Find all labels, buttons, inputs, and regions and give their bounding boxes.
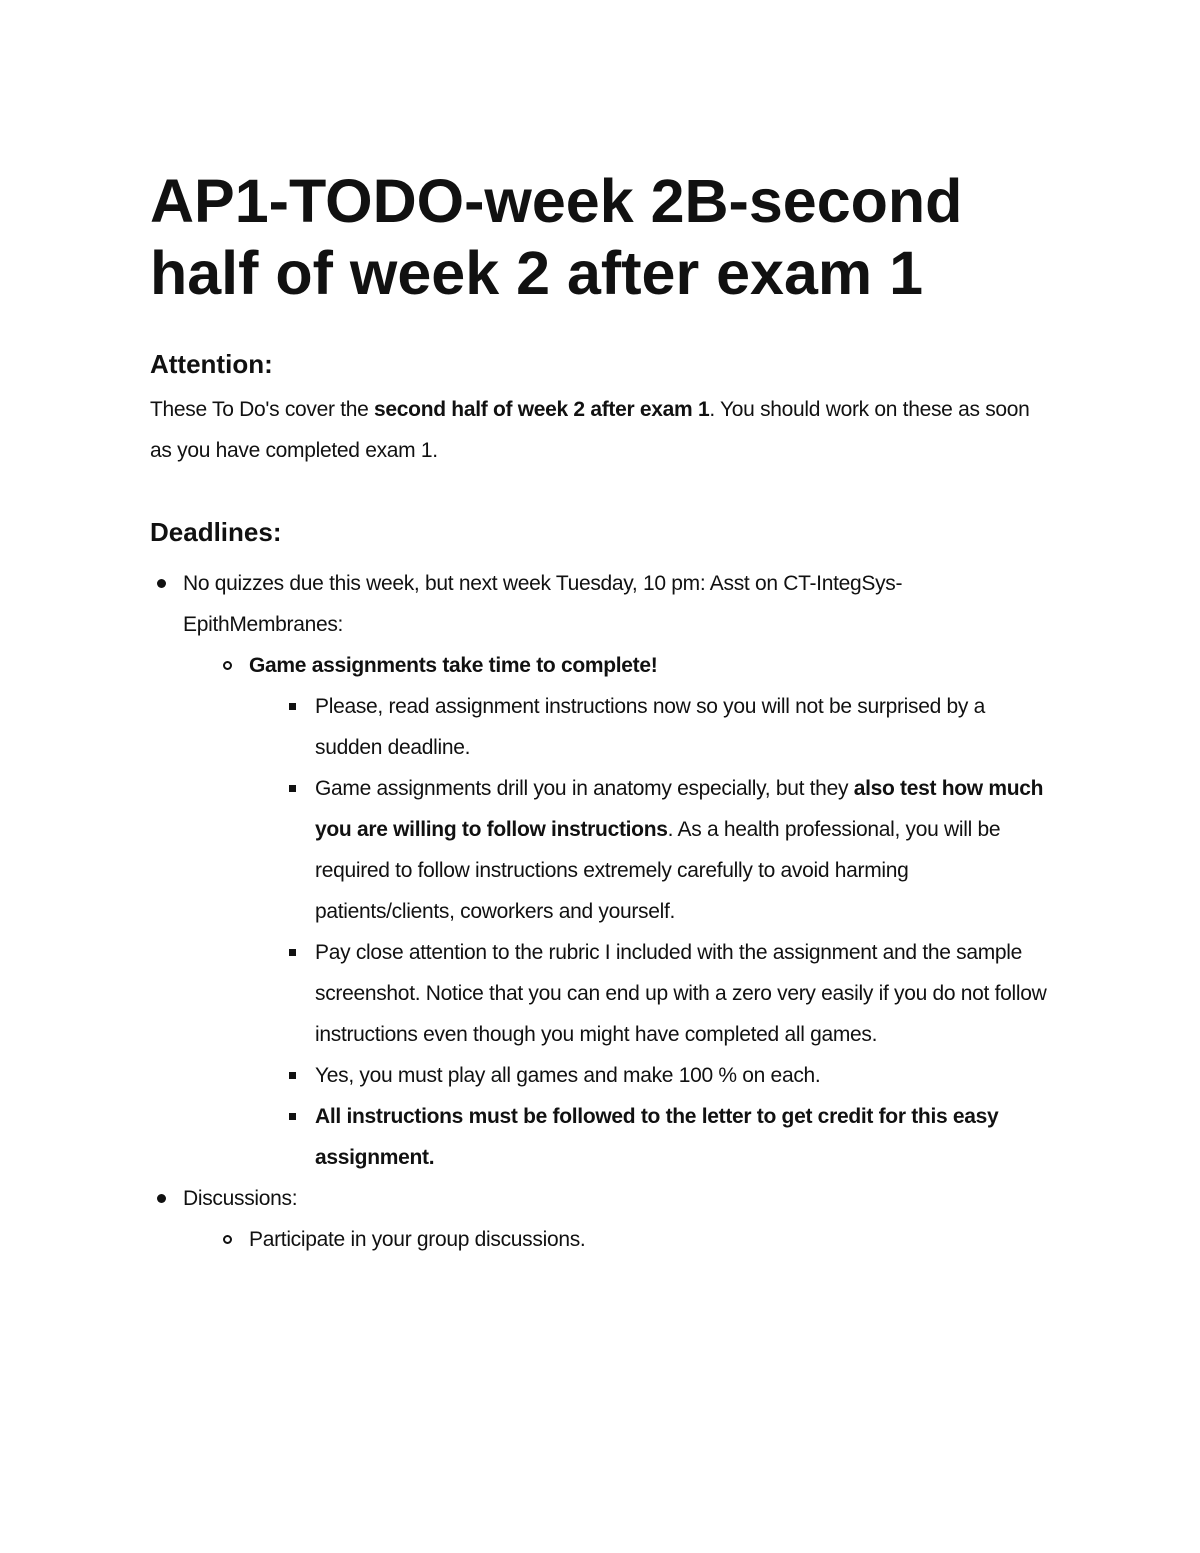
point-text-start: Game assignments drill you in anatomy especially, but they	[315, 777, 854, 800]
point-read-instructions	[282, 686, 1050, 768]
square-bullet-icon	[289, 1072, 296, 1079]
deadlines-list	[150, 563, 1050, 1260]
document-title: AP1-TODO-week 2B-second half of week 2 after exam 1	[150, 167, 963, 307]
game-assignments-list	[216, 645, 1050, 1178]
square-bullet-icon	[289, 949, 296, 956]
point-text: Please, read assignment instructions now so you will not be surprised by a sudden deadline.	[315, 695, 985, 759]
point-play-all-games	[282, 1055, 1050, 1096]
game-assignments-item	[216, 645, 1050, 1178]
deadline-item-text: No quizzes due this week, but next week Tuesday, 10 pm: Asst on CT-IntegSys-EpithMembranes:	[183, 572, 903, 636]
discussions-list	[216, 1219, 1050, 1260]
point-follow-instructions	[282, 768, 1050, 932]
discussions-item-text: Participate in your group discussions.	[249, 1228, 586, 1251]
disc-bullet-icon	[157, 579, 166, 588]
disc-bullet-icon	[157, 1194, 166, 1203]
attention-paragraph	[150, 389, 1050, 471]
square-bullet-icon	[289, 1113, 296, 1120]
point-rubric	[282, 932, 1050, 1055]
game-assignments-points	[282, 686, 1050, 1178]
attention-text-bold: second half of week 2 after exam 1	[374, 398, 710, 421]
deadlines-heading: Deadlines:	[150, 517, 282, 547]
circle-bullet-icon	[223, 661, 232, 670]
point-text-bold: also test how much you are willing to follow instructions	[315, 777, 1044, 841]
discussions-item	[216, 1219, 1050, 1260]
point-text: Pay close attention to the rubric I included with the assignment and the sample screenshot. Notice that you can end up with a zero very easily if you do not follow instructions even though you might have completed all games.	[315, 941, 1047, 1046]
point-follow-to-letter	[282, 1096, 1050, 1178]
deadline-item-quizzes	[150, 563, 1050, 1178]
square-bullet-icon	[289, 703, 296, 710]
square-bullet-icon	[289, 785, 296, 792]
deadline-item-text: Discussions:	[183, 1187, 298, 1210]
point-text-end: . As a health professional, you will be required to follow instructions extremely carefully to avoid harming patients/clients, coworkers and yourself.	[315, 818, 1001, 923]
attention-text-end: . You should work on these as soon as you have completed exam 1.	[150, 398, 1030, 462]
attention-heading: Attention:	[150, 349, 273, 379]
attention-text-start: These To Do's cover the	[150, 398, 375, 421]
deadline-item-discussions	[150, 1178, 1050, 1260]
point-text: Yes, you must play all games and make 100 % on each.	[315, 1064, 821, 1087]
point-text-bold: All instructions must be followed to the letter to get credit for this easy assignment.	[315, 1105, 999, 1169]
circle-bullet-icon	[223, 1235, 232, 1244]
game-assignments-heading: Game assignments take time to complete!	[249, 654, 658, 677]
document-page	[150, 165, 1050, 1260]
